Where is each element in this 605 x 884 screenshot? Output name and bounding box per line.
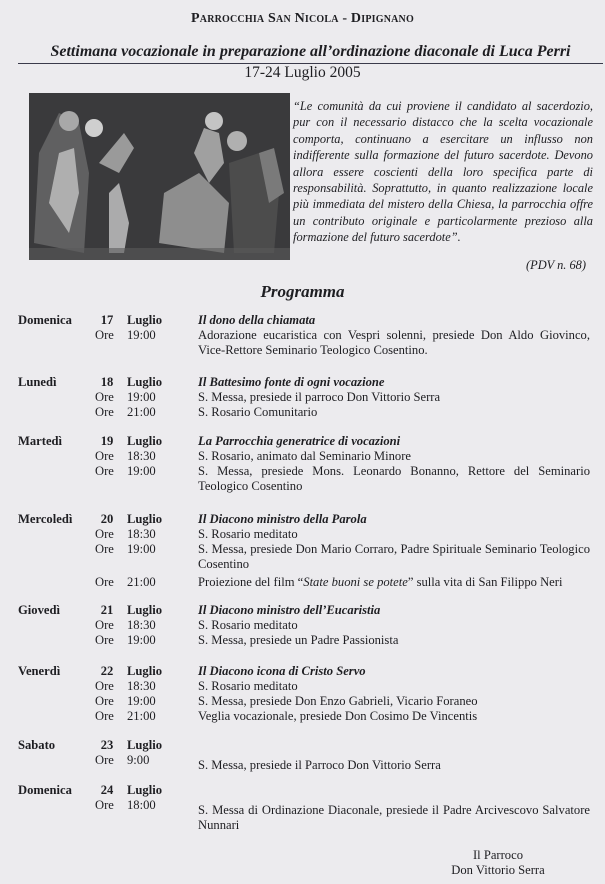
day-name: Domenica [18, 783, 72, 797]
slot-time: 19:00 [127, 694, 156, 708]
slot-time: 21:00 [127, 575, 156, 589]
painting-image [29, 93, 290, 260]
slot-ore-label: Ore [95, 527, 114, 541]
slot-ore-label: Ore [95, 464, 114, 478]
slot-description: S. Rosario, animato dal Seminario Minore [198, 449, 412, 463]
slot-ore-label: Ore [95, 618, 114, 632]
slot-time: 18:30 [127, 527, 156, 541]
day-name: Lunedì [18, 375, 57, 389]
signature-role: Il Parroco [472, 848, 523, 862]
desc-prefix: Proiezione del film “ [198, 575, 304, 589]
slot-time: 19:00 [127, 542, 156, 556]
day-month: Luglio [127, 783, 162, 797]
slot-description: Adorazione eucaristica con Vespri solenni, presiede Don Aldo Giovinco, Vice-Rettore Seminario Teologico Cosentino. [198, 328, 590, 358]
slot-ore-label: Ore [95, 542, 114, 556]
slot-ore-label: Ore [95, 575, 114, 589]
desc-suffix: ” sulla vita di San Filippo Neri [407, 575, 563, 589]
slot-ore-label: Ore [95, 709, 114, 723]
slot-time: 18:30 [127, 449, 156, 463]
slot-time: 21:00 [127, 709, 156, 723]
quote-source: (PDV n. 68) [526, 258, 586, 272]
slot-description: S. Messa, presiede il parroco Don Vittorio Serra [198, 390, 441, 404]
day-date: 21 [100, 603, 114, 617]
day-theme: Il Diacono ministro dell’Eucaristia [198, 603, 381, 617]
signature [418, 848, 578, 879]
slot-description [198, 575, 590, 590]
day-theme: Il Battesimo fonte di ogni vocazione [198, 375, 385, 389]
day-month: Luglio [127, 313, 162, 327]
slot-description: S. Rosario Comunitario [198, 405, 318, 419]
slot-description: S. Messa di Ordinazione Diaconale, presiede il Padre Arcivescovo Salvatore Nunnari [198, 803, 590, 833]
day-theme: La Parrocchia generatrice di vocazioni [198, 434, 401, 448]
slot-description: S. Rosario meditato [198, 679, 298, 693]
day-date: 20 [100, 512, 114, 526]
slot-description: S. Messa, presiede il Parroco Don Vittorio Serra [198, 758, 441, 772]
slot-description: S. Rosario meditato [198, 618, 298, 632]
day-theme: Il Diacono icona di Cristo Servo [198, 664, 366, 678]
slot-time: 19:00 [127, 633, 156, 647]
day-month: Luglio [127, 738, 162, 752]
signature-name: Don Vittorio Serra [451, 863, 545, 878]
slot-description: Veglia vocazionale, presiede Don Cosimo De Vincentis [198, 709, 478, 723]
day-month: Luglio [127, 375, 162, 389]
slot-ore-label: Ore [95, 633, 114, 647]
slot-ore-label: Ore [95, 405, 114, 419]
film-title: State buoni se potete [303, 575, 408, 589]
day-date: 24 [100, 783, 114, 797]
slot-description: S. Messa, presiede un Padre Passionista [198, 633, 399, 647]
slot-time: 19:00 [127, 328, 156, 342]
parish-name: Parrocchia San Nicola - Dipignano [191, 11, 414, 26]
slot-ore-label: Ore [95, 449, 114, 463]
day-theme: Il dono della chiamata [198, 313, 316, 327]
day-name: Domenica [18, 313, 72, 327]
slot-time: 18:30 [127, 679, 156, 693]
day-name: Venerdì [18, 664, 61, 678]
slot-ore-label: Ore [95, 694, 114, 708]
program-title: Programma [260, 282, 345, 301]
day-date: 18 [100, 375, 114, 389]
day-date: 22 [100, 664, 114, 678]
day-date: 19 [100, 434, 114, 448]
day-name: Sabato [18, 738, 56, 752]
event-subtitle: Settimana vocazionale in preparazione all’ordinazione diaconale di Luca Perri [50, 43, 571, 60]
day-theme: Il Diacono ministro della Parola [198, 512, 367, 526]
day-month: Luglio [127, 664, 162, 678]
slot-ore-label: Ore [95, 753, 114, 767]
quote-text: “Le comunità da cui proviene il candidato al sacerdozio, pur con il necessario distacco che la scelta vocazionale comporta, continuano a esercitare un influsso non indifferente sulla formazione del futuro sacerdote. Devono allora essere coscienti della loro specifica parte di responsabilità. Soprattutto, in quanto realizzazione locale più immediata del mistero della Chiesa, la parrocchia offre un contributo originale e particolarmente prezioso alla formazione del futuro sacerdote”. [293, 99, 593, 245]
day-month: Luglio [127, 512, 162, 526]
day-name: Giovedì [18, 603, 60, 617]
slot-ore-label: Ore [95, 328, 114, 342]
slot-time: 18:30 [127, 618, 156, 632]
day-name: Mercoledì [18, 512, 73, 526]
slot-ore-label: Ore [95, 798, 114, 812]
event-dates: 17-24 Luglio 2005 [244, 64, 361, 81]
slot-time: 19:00 [127, 464, 156, 478]
slot-time: 19:00 [127, 390, 156, 404]
slot-ore-label: Ore [95, 679, 114, 693]
day-month: Luglio [127, 434, 162, 448]
slot-description: S. Messa, presiede Don Mario Corraro, Padre Spirituale Seminario Teologico Cosentino [198, 542, 590, 572]
slot-ore-label: Ore [95, 390, 114, 404]
day-date: 23 [100, 738, 114, 752]
slot-time: 18:00 [127, 798, 156, 812]
slot-description: S. Rosario meditato [198, 527, 298, 541]
slot-time: 21:00 [127, 405, 156, 419]
day-month: Luglio [127, 603, 162, 617]
slot-description: S. Messa, presiede Don Enzo Gabrieli, Vicario Foraneo [198, 694, 478, 708]
slot-description: S. Messa, presiede Mons. Leonardo Bonanno, Rettore del Seminario Teologico Cosentino [198, 464, 590, 494]
day-name: Martedì [18, 434, 63, 448]
day-date: 17 [100, 313, 114, 327]
slot-time: 9:00 [127, 753, 150, 767]
